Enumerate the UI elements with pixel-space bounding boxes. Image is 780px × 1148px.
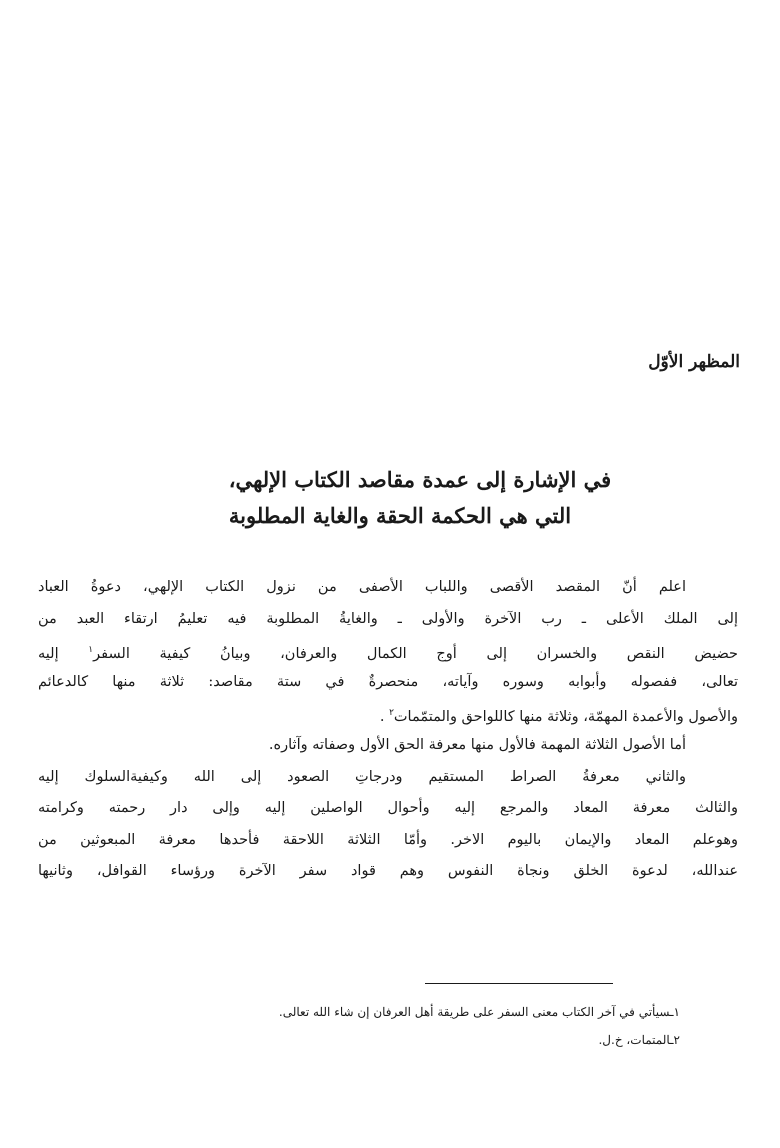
section-label: المظهر الأوّل bbox=[648, 352, 740, 372]
text-line: والثاني معرفةُ الصراط المستقيم ودرجاتِ الصعود إلى الله وكيفيةالسلوك إليه bbox=[38, 768, 686, 785]
chapter-title-line-1: في الإشارة إلى عمدة مقاصد الكتاب الإلهي، bbox=[228, 467, 612, 492]
text-line: تعالى، ففصوله وأبوابه وسوره وآياته، منحصرةٌ في ستة مقاصد: ثلاثة منها كالدعائم bbox=[38, 673, 738, 690]
text-line: وهوعلم المعاد والإيمان باليوم الاخر. وأمّا الثلاثة اللاحقة فأحدها معرفة المبعوثين من bbox=[38, 831, 738, 848]
text-line bbox=[38, 635, 738, 667]
text-line: والثالث معرفة المعاد والمرجع إليه وأحوال الواصلين إليه وإلى دار رحمته وكرامته bbox=[38, 800, 738, 817]
text-line-main: حضيض النقص والخسران إلى أوج الكمال والعرفان، وبيانُ كيفية السفر bbox=[93, 646, 738, 663]
chapter-title bbox=[0, 462, 780, 534]
text-line: عندالله، لدعوة الخلق ونجاة النفوس وهم قواد سفر الآخرة ورؤساء القوافل، وثانيها bbox=[38, 863, 738, 880]
footnote-1: ١ـسيأتي في آخر الكتاب معنى السفر على طريقة أهل العرفان إن شاء الله تعالى. bbox=[278, 1005, 680, 1019]
text-line: أما الأصول الثلاثة المهمة فالأول منها معرفة الحق الأول وصفاته وآثاره. bbox=[268, 736, 686, 753]
chapter-title-line-2: التي هي الحكمة الحقة والغاية المطلوبة bbox=[228, 503, 572, 528]
text-line bbox=[38, 698, 738, 730]
body-text bbox=[38, 572, 738, 888]
text-line-end: . bbox=[379, 709, 385, 726]
footnotes bbox=[80, 998, 680, 1054]
footnote-ref-2[interactable]: ٢ bbox=[389, 708, 394, 719]
text-line-tail: إليه bbox=[38, 646, 59, 663]
footnote-2: ٢ـالمتمات، خ.ل. bbox=[598, 1033, 680, 1047]
footnote-separator bbox=[425, 983, 613, 984]
text-line: اعلم أنّ المقصد الأقصى واللباب الأصفى من نزول الكتاب الإلهي، دعوةُ العباد bbox=[38, 579, 686, 595]
text-line-main: والأصول والأعمدة المهمّة، وثلاثة منها كاللواحق والمتمّمات bbox=[393, 709, 738, 726]
footnote-ref-1[interactable]: ١ bbox=[88, 645, 94, 656]
text-line: إلى الملك الأعلى ـ رب الآخرة والأولى ـ والغايةُ المطلوبة فيه تعليمُ ارتقاء العبد من bbox=[38, 610, 738, 627]
